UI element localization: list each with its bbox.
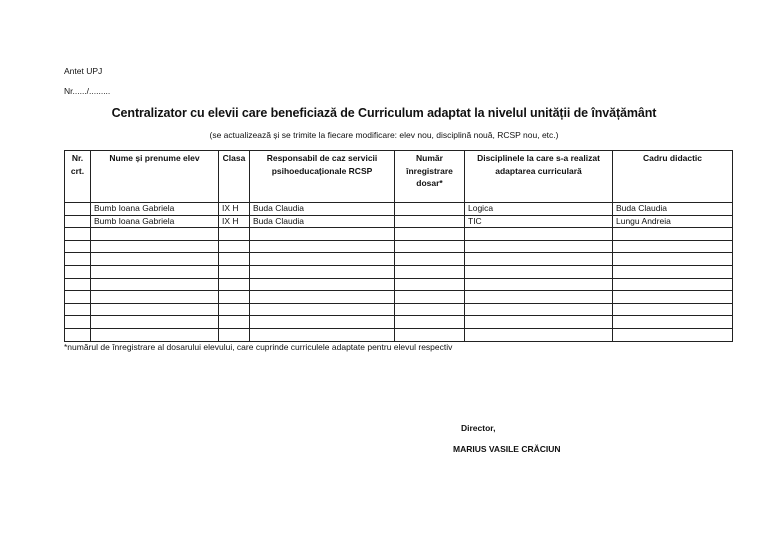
cell-nr-crt bbox=[65, 253, 91, 266]
cell-file-number bbox=[395, 303, 465, 316]
cell-class bbox=[219, 253, 250, 266]
cell-rcsp bbox=[250, 316, 395, 329]
column-header-teacher: Cadru didactic bbox=[613, 151, 733, 203]
column-header-student-name: Nume și prenume elev bbox=[91, 151, 219, 203]
cell-file-number bbox=[395, 240, 465, 253]
signature-name: MARIUS VASILE CRĂCIUN bbox=[453, 444, 561, 454]
letterhead: Antet UPJ bbox=[64, 66, 103, 76]
cell-student-name bbox=[91, 328, 219, 341]
cell-file-number bbox=[395, 291, 465, 304]
table-row bbox=[65, 215, 733, 228]
cell-class: IX H bbox=[219, 215, 250, 228]
footnote: *numărul de înregistrare al dosarului elevului, care cuprinde curriculele adaptate pentru elevul respectiv bbox=[64, 342, 453, 352]
column-header-rcsp: Responsabil de caz servicii psihoeducaționale RCSP bbox=[250, 151, 395, 203]
cell-nr-crt bbox=[65, 278, 91, 291]
cell-rcsp bbox=[250, 291, 395, 304]
cell-subject bbox=[465, 316, 613, 329]
column-header-nr-crt: Nr. crt. bbox=[65, 151, 91, 203]
students-table bbox=[64, 150, 733, 342]
table-body bbox=[65, 203, 733, 342]
page-subtitle: (se actualizează și se trimite la fiecare modificare: elev nou, disciplină nouă, RCSP nou, etc.) bbox=[209, 130, 559, 140]
column-header-file-number: Număr înregistrare dosar* bbox=[395, 151, 465, 203]
cell-subject bbox=[465, 291, 613, 304]
cell-rcsp bbox=[250, 328, 395, 341]
cell-nr-crt bbox=[65, 328, 91, 341]
cell-teacher bbox=[613, 328, 733, 341]
cell-subject bbox=[465, 253, 613, 266]
cell-teacher bbox=[613, 278, 733, 291]
cell-file-number bbox=[395, 228, 465, 241]
cell-student-name bbox=[91, 278, 219, 291]
table-row bbox=[65, 228, 733, 241]
cell-file-number bbox=[395, 316, 465, 329]
cell-student-name bbox=[91, 228, 219, 241]
cell-subject bbox=[465, 303, 613, 316]
table-row bbox=[65, 203, 733, 216]
cell-student-name bbox=[91, 265, 219, 278]
cell-file-number bbox=[395, 253, 465, 266]
cell-student-name: Bumb Ioana Gabriela bbox=[91, 203, 219, 216]
cell-student-name bbox=[91, 291, 219, 304]
table-row bbox=[65, 265, 733, 278]
cell-subject bbox=[465, 228, 613, 241]
cell-class bbox=[219, 240, 250, 253]
cell-teacher bbox=[613, 240, 733, 253]
table-row bbox=[65, 328, 733, 341]
cell-file-number bbox=[395, 203, 465, 216]
cell-nr-crt bbox=[65, 291, 91, 304]
cell-nr-crt bbox=[65, 203, 91, 216]
cell-class bbox=[219, 278, 250, 291]
cell-teacher bbox=[613, 303, 733, 316]
cell-subject: Logica bbox=[465, 203, 613, 216]
cell-file-number bbox=[395, 215, 465, 228]
cell-teacher bbox=[613, 291, 733, 304]
cell-class bbox=[219, 228, 250, 241]
cell-nr-crt bbox=[65, 240, 91, 253]
cell-student-name bbox=[91, 253, 219, 266]
table-row bbox=[65, 253, 733, 266]
cell-class bbox=[219, 265, 250, 278]
cell-nr-crt bbox=[65, 215, 91, 228]
cell-subject bbox=[465, 240, 613, 253]
cell-file-number bbox=[395, 278, 465, 291]
cell-teacher bbox=[613, 228, 733, 241]
cell-student-name bbox=[91, 316, 219, 329]
cell-subject bbox=[465, 265, 613, 278]
cell-teacher: Buda Claudia bbox=[613, 203, 733, 216]
cell-rcsp bbox=[250, 240, 395, 253]
cell-class bbox=[219, 316, 250, 329]
cell-teacher bbox=[613, 253, 733, 266]
cell-nr-crt bbox=[65, 303, 91, 316]
cell-teacher bbox=[613, 316, 733, 329]
cell-nr-crt bbox=[65, 265, 91, 278]
page-title: Centralizator cu elevii care beneficiază de Curriculum adaptat la nivelul unității de învățământ bbox=[111, 106, 657, 120]
column-header-subjects: Disciplinele la care s-a realizat adaptarea curriculară bbox=[465, 151, 613, 203]
cell-teacher bbox=[613, 265, 733, 278]
cell-rcsp: Buda Claudia bbox=[250, 203, 395, 216]
cell-rcsp bbox=[250, 253, 395, 266]
table-row bbox=[65, 316, 733, 329]
cell-student-name: Bumb Ioana Gabriela bbox=[91, 215, 219, 228]
cell-nr-crt bbox=[65, 316, 91, 329]
cell-rcsp bbox=[250, 265, 395, 278]
cell-class bbox=[219, 303, 250, 316]
column-header-class: Clasa bbox=[219, 151, 250, 203]
cell-subject bbox=[465, 328, 613, 341]
cell-class bbox=[219, 328, 250, 341]
cell-subject: TIC bbox=[465, 215, 613, 228]
table-row bbox=[65, 291, 733, 304]
table-row bbox=[65, 303, 733, 316]
cell-rcsp bbox=[250, 303, 395, 316]
cell-subject bbox=[465, 278, 613, 291]
cell-file-number bbox=[395, 265, 465, 278]
cell-student-name bbox=[91, 240, 219, 253]
table-row bbox=[65, 240, 733, 253]
cell-nr-crt bbox=[65, 228, 91, 241]
cell-rcsp: Buda Claudia bbox=[250, 215, 395, 228]
cell-rcsp bbox=[250, 228, 395, 241]
cell-rcsp bbox=[250, 278, 395, 291]
table-header-row bbox=[65, 151, 733, 203]
registration-number: Nr....../......... bbox=[64, 86, 111, 96]
cell-file-number bbox=[395, 328, 465, 341]
table-row bbox=[65, 278, 733, 291]
cell-class: IX H bbox=[219, 203, 250, 216]
cell-teacher: Lungu Andreia bbox=[613, 215, 733, 228]
signature-role: Director, bbox=[461, 423, 496, 433]
cell-class bbox=[219, 291, 250, 304]
cell-student-name bbox=[91, 303, 219, 316]
